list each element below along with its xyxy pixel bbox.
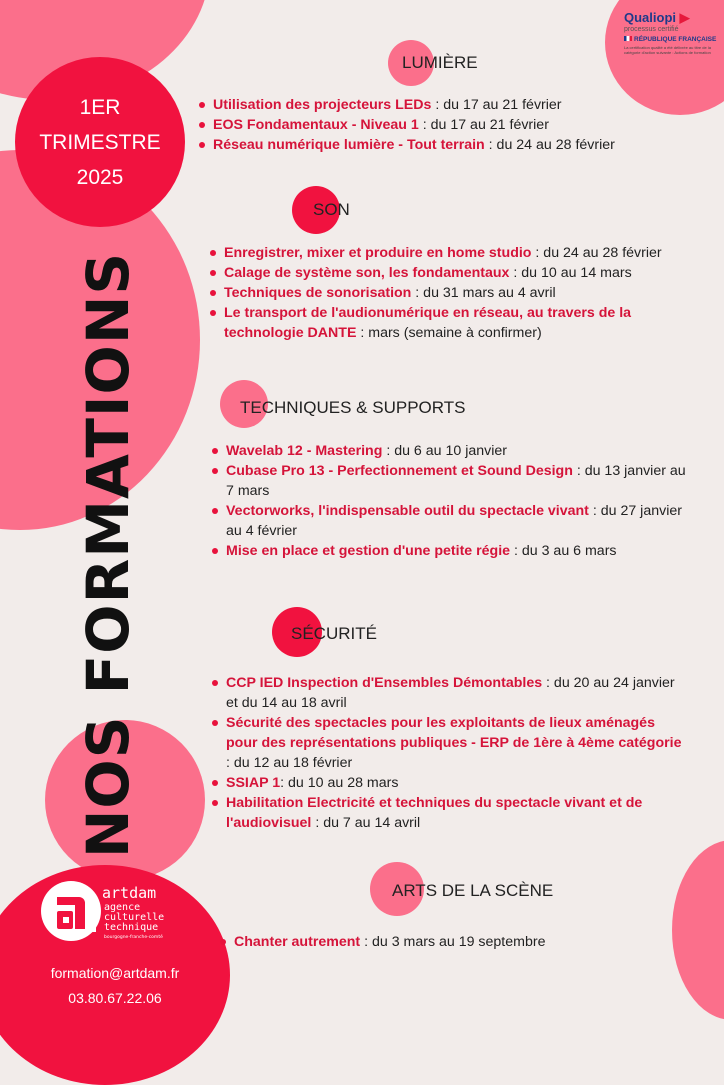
qualiopi-note: La certification qualité a été délivrée au titre de la catégorie d'action suivante : Actions de formation bbox=[624, 45, 711, 55]
logo-name: artdam bbox=[102, 884, 157, 902]
trimester-line-1: 1ER bbox=[79, 96, 121, 119]
logo-line-2: culturelle bbox=[104, 912, 165, 923]
section-heading-securite bbox=[272, 607, 392, 657]
list-item[interactable]: Chanter autrement : du 3 mars au 19 septembre bbox=[220, 932, 680, 952]
list-item[interactable]: Vectorworks, l'indispensable outil du spectacle vivant : du 27 janvier au 4 février bbox=[212, 501, 692, 541]
section-heading-arts bbox=[370, 862, 570, 918]
qualiopi-republic: RÉPUBLIQUE FRANÇAISE bbox=[634, 36, 717, 43]
section-title: SON bbox=[313, 200, 350, 219]
list-item[interactable]: Calage de système son, les fondamentaux : du 10 au 14 mars bbox=[210, 263, 705, 283]
list-item[interactable]: Utilisation des projecteurs LEDs : du 17 au 21 février bbox=[199, 95, 699, 115]
section-title: TECHNIQUES & SUPPORTS bbox=[240, 398, 466, 417]
list-item[interactable]: Enregistrer, mixer et produire en home studio : du 24 au 28 février bbox=[210, 243, 705, 263]
list-item[interactable]: Le transport de l'audionumérique en réseau, au travers de la technologie DANTE : mars (semaine à confirmer) bbox=[210, 303, 705, 343]
logo-region: bourgogne-franche-comté bbox=[104, 935, 163, 940]
contact-phone[interactable]: 03.80.67.22.06 bbox=[68, 990, 162, 1006]
section-title: LUMIÈRE bbox=[402, 53, 478, 72]
list-item[interactable]: Réseau numérique lumière - Tout terrain : du 24 au 28 février bbox=[199, 135, 699, 155]
section-list-securite bbox=[212, 673, 687, 833]
section-list-son bbox=[210, 243, 705, 343]
trimester-line-2: TRIMESTRE bbox=[39, 131, 161, 154]
list-item[interactable]: CCP IED Inspection d'Ensembles Démontables : du 20 au 24 janvier et du 14 au 18 avril bbox=[212, 673, 687, 713]
section-list-arts bbox=[220, 932, 680, 952]
section-title: ARTS DE LA SCÈNE bbox=[392, 881, 554, 900]
contact-email[interactable]: formation@artdam.fr bbox=[50, 965, 180, 981]
list-item[interactable]: Cubase Pro 13 - Perfectionnement et Sound Design : du 13 janvier au 7 mars bbox=[212, 461, 692, 501]
list-item[interactable]: Habilitation Electricité et techniques du spectacle vivant et de l'audiovisuel : du 7 au 14 avril bbox=[212, 793, 687, 833]
list-item[interactable]: SSIAP 1: du 10 au 28 mars bbox=[212, 773, 687, 793]
page-title: NOS FORMATIONS bbox=[74, 251, 142, 859]
trimester-line-3: 2025 bbox=[76, 166, 124, 189]
bg-blob-right-bottom bbox=[672, 840, 724, 1020]
qualiopi-badge bbox=[624, 10, 720, 55]
list-item[interactable]: Wavelab 12 - Mastering : du 6 au 10 janvier bbox=[212, 441, 692, 461]
section-list-techniques bbox=[212, 441, 692, 561]
list-item[interactable]: Mise en place et gestion d'une petite régie : du 3 au 6 mars bbox=[212, 541, 692, 561]
list-item[interactable]: Sécurité des spectacles pour les exploitants de lieux aménagés pour des représentations publiques - ERP de 1ère à 4ème catégorie : du 12 au 18 février bbox=[212, 713, 687, 773]
list-item[interactable]: EOS Fondamentaux - Niveau 1 : du 17 au 21 février bbox=[199, 115, 699, 135]
qualiopi-title: Qualiopi bbox=[624, 10, 676, 25]
logo-line-3: technique bbox=[104, 922, 159, 933]
trimester-label bbox=[18, 90, 182, 195]
qualiopi-subtitle: processus certifié bbox=[624, 26, 679, 33]
section-list-lumiere bbox=[199, 95, 699, 155]
section-heading-techniques bbox=[220, 380, 480, 430]
logo-line-1: agence bbox=[104, 902, 141, 913]
section-heading-son bbox=[292, 186, 412, 236]
list-item[interactable]: Techniques de sonorisation : du 31 mars au 4 avril bbox=[210, 283, 705, 303]
section-heading-lumiere bbox=[388, 46, 528, 86]
french-flag-icon bbox=[624, 36, 632, 41]
qualiopi-arrow-icon: ▶ bbox=[679, 10, 690, 25]
artdam-logo bbox=[40, 880, 170, 955]
section-title: SÉCURITÉ bbox=[291, 624, 377, 643]
